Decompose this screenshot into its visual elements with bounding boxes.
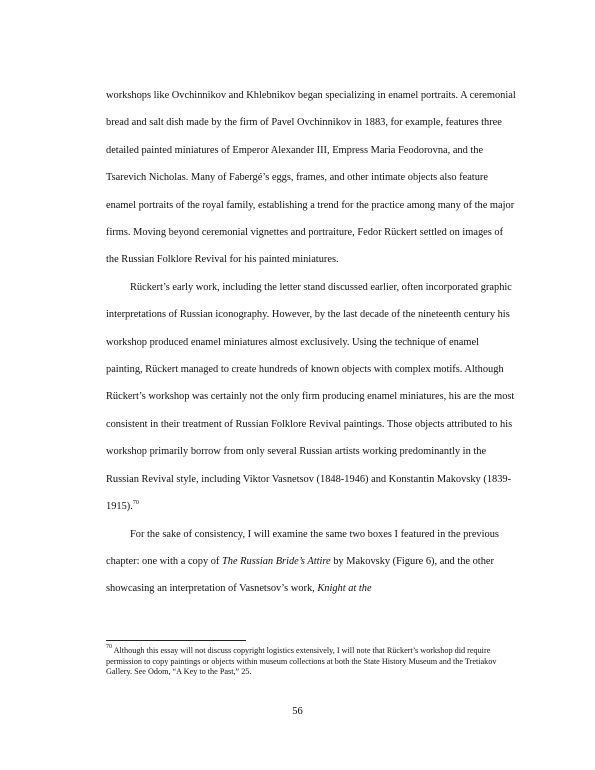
- paragraph-3-text-a: For the sake of consistency, I will examine the same two boxes I featured in the previous chapter: one with a copy of: [106, 528, 499, 567]
- page-number: 56: [292, 706, 303, 717]
- footnote-marker: 70: [106, 644, 112, 650]
- footnote-reference-70[interactable]: 70: [132, 500, 139, 507]
- artwork-title-russian-brides-attire: The Russian Bride’s Attire: [222, 555, 331, 567]
- paragraph-3-text-b: by Makovsky (Figure 6), and the other showcasing an interpretation of Vasnetsov’s work,: [106, 555, 494, 595]
- body-text: [106, 82, 516, 603]
- paragraph-3: [106, 521, 516, 603]
- paragraph-2-text: Rückert’s early work, including the letter stand discussed earlier, often incorporated graphic interpretations of Russian iconography. However, by the last decade of the nineteenth century his workshop produced enamel miniatures almost exclusively. Using the technique of enamel painting, Rückert managed to create hundreds of known objects with complex motifs. Although Rückert’s workshop was certainly not the only firm producing enamel miniatures, his are the most consistent in their treatment of Russian Folklore Revival paintings. Those objects attributed to his workshop primarily borrow from only several Russian artists working predominantly in the Russian Revival style, including Viktor Vasnetsov (1848-1946) and Konstantin Makovsky (1839-1915).: [106, 281, 515, 513]
- footnote-text: Although this essay will not discuss copyright logistics extensively, I will note that Rückert’s workshop did require permission to copy paintings or objects within museum collections at both the State History Museum and the Tretiakov Gallery. See Odom, “A Key to the Past,” 25.: [106, 646, 497, 677]
- paragraph-1: workshops like Ovchinnikov and Khlebnikov began specializing in enamel portraits. A ceremonial bread and salt dish made by the firm of Pavel Ovchinnikov in 1883, for example, features three detailed painted miniatures of Emperor Alexander III, Empress Maria Feodorovna, and the Tsarevich Nicholas. Many of Fabergé’s eggs, frames, and other intimate objects also feature enamel portraits of the royal family, establishing a trend for the practice among many of the major firms. Moving beyond ceremonial vignettes and portraiture, Fedor Rückert settled on images of the Russian Folklore Revival for his painted miniatures.: [106, 90, 516, 266]
- paragraph-2: [106, 274, 516, 521]
- footnote-separator: [106, 640, 246, 641]
- artwork-title-knight: Knight at the: [317, 583, 372, 595]
- footnote-70: [106, 646, 522, 678]
